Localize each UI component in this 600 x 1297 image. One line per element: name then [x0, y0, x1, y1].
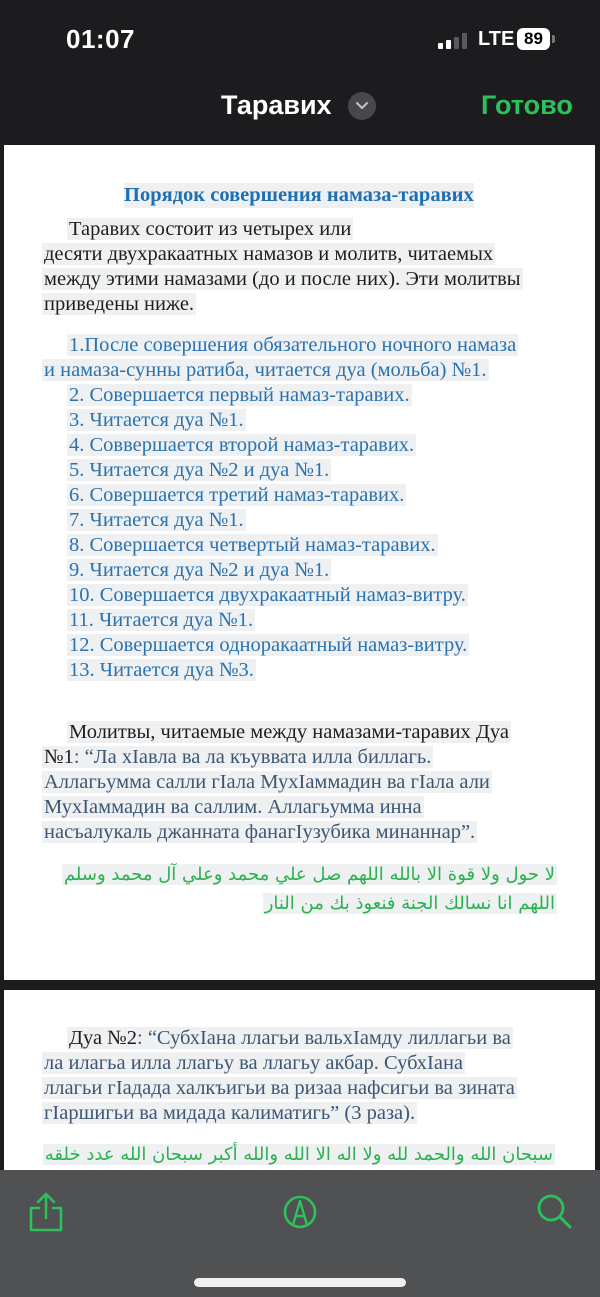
step-item: 10. Совершается двухракаатный намаз-витру. — [69, 584, 466, 606]
dua-1-arabic — [57, 860, 557, 918]
dua-2-arabic — [44, 1140, 555, 1169]
dua-1-label: №1 — [44, 746, 74, 768]
battery-icon: 89 — [517, 28, 550, 50]
step-item: 5. Читается дуа №2 и дуа №1. — [69, 459, 330, 481]
step-item: 8. Совершается четвертый намаз-таравих. — [69, 534, 436, 556]
dua-line: : “Ла хIавла ва ла къуввата илла биллагь. — [73, 746, 432, 768]
intro-line: приведены ниже. — [44, 293, 195, 315]
network-type: LTE — [478, 28, 515, 50]
step-item: 6. Совершается третий намаз-таравих. — [69, 484, 405, 506]
intro-line: десяти двухракаатных намазов и молитв, читаемых — [44, 243, 494, 265]
arabic-line: اللهم انا نسالك الجنة فنعوذ بك من النار — [264, 893, 555, 914]
home-indicator[interactable] — [194, 1278, 406, 1287]
chevron-down-icon[interactable] — [348, 92, 376, 120]
dua-line: Аллагьумма салли гIала МухIаммадин ва гIала али — [44, 771, 490, 793]
dua-line: МухIаммадин ва саллим. Аллагьумма инна — [44, 796, 422, 818]
dua-1-paragraph — [42, 720, 562, 845]
intro-line: между этими намазами (до и после них). Эти молитвы — [44, 268, 521, 290]
intro-line: Таравих состоит из четырех или — [69, 218, 352, 240]
arabic-line: لا حول ولا قوة الا بالله اللهم صل علي محمد وعلي آل محمد وسلم — [63, 864, 555, 885]
dua-line: ллагьи гIадада халкъигьи ва ризаа нафсигьи ва зината — [44, 1077, 515, 1099]
step-item: 11. Читается дуа №1. — [69, 609, 254, 631]
step-item: 7. Читается дуа №1. — [69, 509, 244, 531]
intro-paragraph — [42, 217, 562, 317]
step-item: 13. Читается дуа №3. — [69, 659, 254, 681]
dua-intro: Молитвы, читаемые между намазами-таравих Дуа — [69, 721, 509, 743]
step-item: 3. Читается дуа №1. — [69, 409, 244, 431]
dua-line: : “СубхIана ллагьи вальхIамду лиллагьи ва — [137, 1027, 511, 1049]
step-item: и намаза-сунны ратиба, читается дуа (мольба) №1. — [44, 359, 487, 381]
dua-line: насъалукаль джанната фанагIузубика минаннар”. — [44, 821, 476, 843]
search-icon[interactable] — [534, 1190, 574, 1234]
steps-list — [42, 333, 562, 683]
step-item: 1.После совершения обязательного ночного намаза — [69, 334, 517, 356]
document-page — [4, 990, 595, 1190]
share-icon[interactable] — [26, 1190, 66, 1234]
step-item: 9. Читается дуа №2 и дуа №1. — [69, 559, 330, 581]
step-item: 12. Совершается одноракаатный намаз-витру. — [69, 634, 468, 656]
dua-2-paragraph — [42, 1026, 562, 1126]
arabic-line: سبحان الله والحمد لله ولا اله الا الله والله أكبر سبحان الله عدد خلقه — [44, 1144, 553, 1165]
dua-line: ла илагьа илла ллагьу ва ллагьу акбар. СубхIана — [44, 1052, 464, 1074]
navigation-bar — [0, 80, 600, 140]
document-title[interactable]: Таравих — [221, 90, 332, 120]
markup-pen-icon[interactable] — [280, 1190, 320, 1234]
step-item: 2. Совершается первый намаз-таравих. — [69, 384, 410, 406]
done-button[interactable]: Готово — [481, 90, 573, 120]
document-heading: Порядок совершения намаза-таравих — [124, 184, 474, 206]
dua-2-label: Дуа №2 — [69, 1027, 137, 1049]
signal-icon — [438, 33, 467, 49]
clock: 01:07 — [66, 24, 135, 54]
battery-tip — [552, 35, 555, 43]
document-page — [4, 145, 595, 980]
step-item: 4. Соввершается второй намаз-таравих. — [69, 434, 415, 456]
status-bar — [0, 0, 600, 80]
dua-line: гIаршигьи ва мидада калиматигь” (3 раза). — [44, 1102, 416, 1124]
